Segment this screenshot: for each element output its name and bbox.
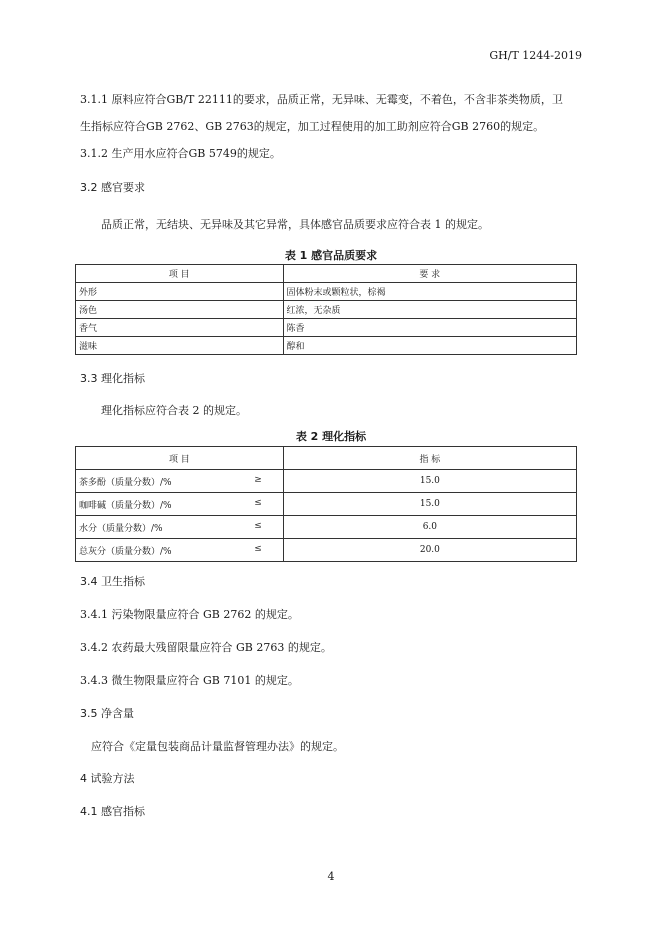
heading-3-5: 3.5 净含量 bbox=[80, 707, 134, 720]
table1-cell-requirement: 陈香 bbox=[283, 319, 577, 337]
clause-3-4-3: 3.4.3 微生物限量应符合 GB 7101 的规定。 bbox=[80, 674, 299, 687]
table1-header-requirement: 要 求 bbox=[283, 265, 577, 283]
para-3-2: 品质正常，无结块、无异味及其它异常，具体感官品质要求应符合表 1 的规定。 bbox=[101, 218, 489, 231]
table2-item-label: 总灰分（质量分数）/% bbox=[79, 546, 172, 557]
table2-cell-value: 15.0 bbox=[283, 470, 576, 493]
table1-cell-requirement: 红浓，无杂质 bbox=[283, 301, 577, 319]
table-row bbox=[76, 337, 577, 355]
para-3-5: 应符合《定量包装商品计量监督管理办法》的规定。 bbox=[91, 740, 344, 753]
table2-cell-item bbox=[76, 470, 284, 493]
clause-3-1-1-line2: 生指标应符合GB 2762、GB 2763的规定，加工过程使用的加工助剂应符合GB 2760的规定。 bbox=[80, 120, 545, 133]
page-number: 4 bbox=[327, 870, 335, 883]
heading-3-3: 3.3 理化指标 bbox=[80, 372, 145, 385]
table1-cell-item: 香气 bbox=[76, 319, 284, 337]
table2-item-label: 茶多酚（质量分数）/% bbox=[79, 477, 172, 488]
table2-operator: ≤ bbox=[254, 497, 262, 508]
table-row bbox=[76, 493, 577, 516]
table2-cell-item bbox=[76, 493, 284, 516]
heading-3-4: 3.4 卫生指标 bbox=[80, 575, 145, 588]
table-row bbox=[76, 301, 577, 319]
table1-header-item: 项 目 bbox=[76, 265, 284, 283]
table1-cell-item: 外形 bbox=[76, 283, 284, 301]
table1-caption: 表 1 感官品质要求 bbox=[284, 249, 378, 262]
table2-header-index: 指 标 bbox=[283, 447, 576, 470]
table-row bbox=[76, 516, 577, 539]
table2-header-row bbox=[76, 447, 577, 470]
standard-code: GH/T 1244-2019 bbox=[489, 49, 582, 62]
table2-cell-value: 6.0 bbox=[283, 516, 576, 539]
heading-3-2: 3.2 感官要求 bbox=[80, 181, 145, 194]
table2-item-label: 咖啡碱（质量分数）/% bbox=[79, 500, 172, 511]
table1-header-row bbox=[76, 265, 577, 283]
table1 bbox=[75, 264, 577, 355]
table1-cell-item: 滋味 bbox=[76, 337, 284, 355]
table-row bbox=[76, 319, 577, 337]
table1-cell-item: 汤色 bbox=[76, 301, 284, 319]
table-row bbox=[76, 539, 577, 562]
heading-4: 4 试验方法 bbox=[80, 772, 135, 785]
table2 bbox=[75, 446, 577, 562]
table2-operator: ≥ bbox=[254, 474, 262, 485]
clause-3-4-2: 3.4.2 农药最大残留限量应符合 GB 2763 的规定。 bbox=[80, 641, 332, 654]
heading-4-1: 4.1 感官指标 bbox=[80, 805, 145, 818]
table2-item-label: 水分（质量分数）/% bbox=[79, 523, 163, 534]
clause-3-1-1-line1: 3.1.1 原料应符合GB/T 22111的要求，品质正常，无异味、无霉变，不着色，不含非茶类物质，卫 bbox=[80, 93, 563, 106]
para-3-3: 理化指标应符合表 2 的规定。 bbox=[101, 404, 247, 417]
table2-caption: 表 2 理化指标 bbox=[295, 430, 367, 443]
table2-header-item: 项 目 bbox=[76, 447, 284, 470]
clause-3-1-2: 3.1.2 生产用水应符合GB 5749的规定。 bbox=[80, 147, 281, 160]
table-row bbox=[76, 470, 577, 493]
table-row bbox=[76, 283, 577, 301]
table2-cell-item bbox=[76, 539, 284, 562]
table1-cell-requirement: 固体粉末或颗粒状，棕褐 bbox=[283, 283, 577, 301]
table2-cell-value: 15.0 bbox=[283, 493, 576, 516]
table2-cell-value: 20.0 bbox=[283, 539, 576, 562]
table2-cell-item bbox=[76, 516, 284, 539]
table2-operator: ≤ bbox=[254, 543, 262, 554]
table2-operator: ≤ bbox=[254, 520, 262, 531]
table1-cell-requirement: 醇和 bbox=[283, 337, 577, 355]
clause-3-4-1: 3.4.1 污染物限量应符合 GB 2762 的规定。 bbox=[80, 608, 299, 621]
